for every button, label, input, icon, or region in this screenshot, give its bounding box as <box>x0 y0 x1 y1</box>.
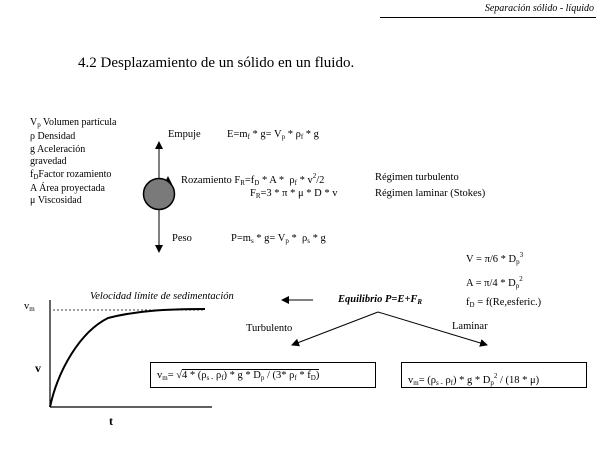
turbulento-regime-label: Régimen turbulento <box>375 172 459 183</box>
peso-label: Peso <box>172 233 192 244</box>
graph-y-label: v <box>35 361 41 375</box>
rozamiento-equation: Rozamiento $F_R=f_D * A * \rho_f * v^2/2$ <box>181 172 325 187</box>
legend-item: g Aceleración <box>30 143 86 155</box>
velocidad-limite-label: Velocidad límite de sedimentación <box>90 291 234 302</box>
turbulento-label: Turbulento <box>246 323 293 334</box>
header-text: Separación sólido - líquido <box>484 3 594 14</box>
particle-sphere <box>144 179 175 210</box>
legend-item: $V_p$ Volumen partícula <box>30 117 117 129</box>
page-title: 4.2 Desplazamiento de un sólido en un fluido. <box>78 55 355 71</box>
volume-equation: $V = \pi/6 * D_p^3$ <box>466 251 524 266</box>
fd-equation: $f_D$ = f(Re,esferic.) <box>466 297 542 309</box>
laminar-label: Laminar <box>452 321 488 332</box>
turbulento-branch-arrow <box>292 312 378 345</box>
velocity-curve <box>50 309 205 407</box>
graph-x-label: t <box>109 414 113 428</box>
legend-item: gravedad <box>30 156 67 168</box>
area-equation: $A = \pi/4 * D_p^2$ <box>466 275 523 290</box>
empuje-label: Empuje <box>168 129 201 140</box>
laminar-regime-label: Régimen laminar (Stokes) <box>375 188 486 199</box>
legend-item: ρ Densidad <box>30 131 76 143</box>
legend-item: $f_DFactor$ rozamiento <box>30 168 112 181</box>
stokes-equation: $F_R=3 * \pi * \mu * D * v$ <box>250 188 338 200</box>
legend-item: A Área proyectada <box>30 183 105 195</box>
graph-vm-label: $v_m$ <box>24 301 35 313</box>
equilibrio-label: Equilibrio $P=E+F_R$ <box>338 294 423 306</box>
peso-equation: $P=m_s * g= V_p * \rho_s * g$ <box>231 233 326 245</box>
laminar-vm-formula-box: $v_m= (\rho_{s -}$ $\rho_f$) * g * $D_p^2 / (18 * \mu)$ <box>401 362 587 388</box>
turbulent-vm-formula-box: $v_m= √4 * (\rho_{s -}$ $\rho_f$) * g * $D_p / (3*$ $\rho_f * f_D$) <box>150 362 376 388</box>
legend-item: μ Viscosidad <box>30 195 82 207</box>
empuje-equation: $E=m_f * g= V_p * \rho_f * g$ <box>227 129 319 141</box>
